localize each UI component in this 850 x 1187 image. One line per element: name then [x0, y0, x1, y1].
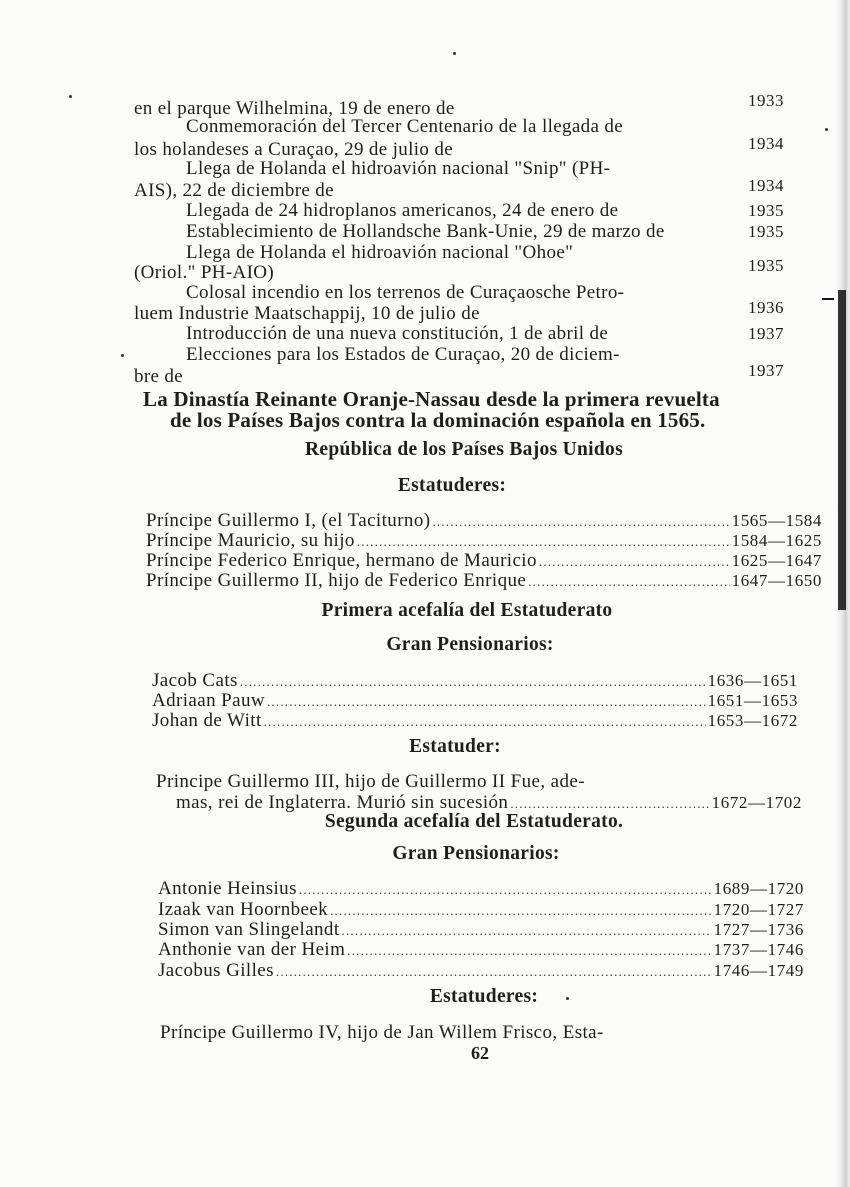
william-iii-line-1: Principe Guillermo III, hijo de Guillermo II Fue, ade-	[156, 771, 585, 792]
dynasty-heading-line-1: La Dinastía Reinante Oranje-Nassau desde la primera revuelta	[143, 387, 720, 411]
event-text: Introducción de una nueva constitución, 1 de abril de	[186, 323, 609, 344]
pensionary-name: Johan de Witt	[152, 710, 262, 731]
pensionary-entry	[158, 919, 804, 940]
speck	[69, 95, 72, 98]
event-year: 1935	[748, 222, 784, 241]
stadtholder-name: Príncipe Guillermo I, (el Taciturno)	[146, 510, 431, 531]
leader-dots	[264, 711, 706, 732]
event-text: luem Industrie Maatschappij, 10 de julio de	[134, 303, 480, 324]
leader-dots	[342, 920, 712, 941]
stadtholder-years: 1584—1625	[731, 531, 822, 550]
stadtholder-name: Príncipe Guillermo II, hijo de Federico Enrique	[146, 570, 527, 591]
pensionary-entry	[152, 690, 798, 711]
event-text: los holandeses a Curaçao, 29 de julio de	[134, 139, 453, 160]
event-text: AIS), 22 de diciembre de	[134, 180, 334, 201]
event-text: Llega de Holanda el hidroavión nacional "Ohoe"	[186, 242, 574, 263]
pensionary-years: 1720—1727	[713, 900, 804, 919]
event-text: en el parque Wilhelmina, 19 de enero de	[134, 98, 455, 119]
leader-dots	[347, 940, 711, 961]
stadtholder-years: 1625—1647	[731, 551, 822, 570]
event-line	[134, 323, 784, 344]
pensionary-name: Jacob Cats	[152, 670, 238, 691]
event-line	[134, 176, 784, 201]
chronology-events	[134, 92, 784, 392]
pensionary-entry	[152, 710, 798, 731]
pensionary-entry	[152, 670, 798, 691]
stadtholder-name: Príncipe Mauricio, su hijo	[146, 530, 355, 551]
pensionary-name: Simon van Slingelandt	[158, 919, 340, 940]
event-text: bre de	[134, 366, 184, 387]
leader-dots	[357, 531, 730, 552]
dynasty-heading-line-2: de los Países Bajos contra la dominación española en 1565.	[170, 408, 706, 432]
william-iii-line-2: mas, rei de Inglaterra. Murió sin sucesión	[176, 792, 509, 813]
event-text: Elecciones para los Estados de Curaçao, 20 de diciem-	[186, 344, 620, 365]
william-iii-entry	[176, 792, 802, 813]
stadtholder-entry	[146, 550, 822, 571]
speck	[825, 128, 828, 131]
stadtholder-heading: Estatuder:	[409, 736, 501, 757]
event-year: 1934	[748, 176, 784, 195]
pensionary-entry	[158, 939, 804, 960]
event-text: Conmemoración del Tercer Centenario de la llegada de	[186, 116, 623, 137]
event-year: 1937	[748, 324, 784, 343]
pensionary-years: 1689—1720	[713, 879, 804, 898]
event-year: 1935	[748, 256, 784, 275]
event-line	[134, 344, 784, 365]
pensionaries-heading-2: Gran Pensionarios:	[392, 843, 560, 864]
leader-dots	[267, 691, 706, 712]
event-line	[134, 200, 784, 221]
stadtholders-heading: Estatuderes:	[397, 475, 507, 496]
stadtholder-name: Príncipe Federico Enrique, hermano de Mauricio	[146, 550, 537, 571]
leader-dots	[240, 671, 706, 692]
pensionary-name: Antonie Heinsius	[158, 878, 297, 899]
pensionary-years: 1727—1736	[713, 920, 804, 939]
scan-mark	[822, 298, 834, 300]
event-text: Establecimiento de Hollandsche Bank-Unie, 29 de marzo de	[186, 221, 665, 242]
event-line	[134, 256, 784, 283]
pensionary-years: 1651—1653	[707, 691, 798, 710]
stadtholders-heading-2: Estatuderes:	[429, 986, 539, 1007]
stadtholder-years: 1565—1584	[731, 511, 822, 530]
speck	[453, 52, 456, 55]
event-text: Llegada de 24 hidroplanos americanos, 24 de enero de	[186, 200, 619, 221]
pensionary-name: Anthonie van der Heim	[158, 939, 346, 960]
event-year: 1935	[748, 201, 784, 220]
william-iii-years: 1672—1702	[711, 793, 802, 812]
pensionary-name: Izaak van Hoornbeek	[158, 899, 329, 920]
leader-dots	[539, 551, 730, 572]
speck	[121, 354, 124, 357]
leader-dots	[528, 571, 729, 592]
first-vacancy-heading: Primera acefalía del Estatuderato	[321, 600, 613, 621]
pensionary-name: Adriaan Pauw	[152, 690, 265, 711]
event-text: Colosal incendio en los terrenos de Curaçaosche Petro-	[186, 282, 625, 303]
pensionary-years: 1746—1749	[713, 961, 804, 980]
event-line	[134, 221, 784, 242]
leader-dots	[330, 900, 712, 921]
event-year: 1934	[748, 134, 784, 153]
event-line	[134, 242, 784, 263]
leader-dots	[276, 961, 712, 982]
event-text: Llega de Holanda el hidroavión nacional "Snip" (PH-	[186, 158, 611, 179]
event-year: 1933	[748, 91, 784, 110]
event-line	[134, 116, 784, 137]
stadtholder-entry	[146, 510, 822, 531]
event-year: 1937	[748, 361, 784, 380]
leader-dots	[432, 511, 729, 532]
event-line	[134, 134, 784, 160]
event-line	[134, 361, 784, 387]
event-line	[134, 298, 784, 324]
pensionary-years: 1636—1651	[707, 671, 798, 690]
pensionary-entry	[158, 878, 804, 899]
second-vacancy-heading: Segunda acefalía del Estatuderato.	[324, 811, 624, 832]
event-year: 1936	[748, 298, 784, 317]
event-text: (Oriol." PH-AIO)	[134, 262, 275, 283]
final-line: Príncipe Guillermo IV, hijo de Jan Willem Frisco, Esta-	[160, 1022, 604, 1043]
stadtholder-years: 1647—1650	[731, 571, 822, 590]
pensionary-years: 1737—1746	[713, 940, 804, 959]
page-number: 62	[471, 1043, 489, 1063]
stadtholder-entry	[146, 570, 822, 591]
pensionary-entry	[158, 899, 804, 920]
pensionaries-heading: Gran Pensionarios:	[386, 634, 554, 655]
stadtholder-entry	[146, 530, 822, 551]
event-line	[134, 158, 784, 179]
pensionary-entry	[158, 960, 804, 981]
leader-dots	[299, 879, 712, 900]
pensionary-years: 1653—1672	[707, 711, 798, 730]
pensionary-name: Jacobus Gilles	[158, 960, 274, 981]
event-line	[134, 282, 784, 303]
republic-heading: República de los Países Bajos Unidos	[305, 439, 623, 460]
